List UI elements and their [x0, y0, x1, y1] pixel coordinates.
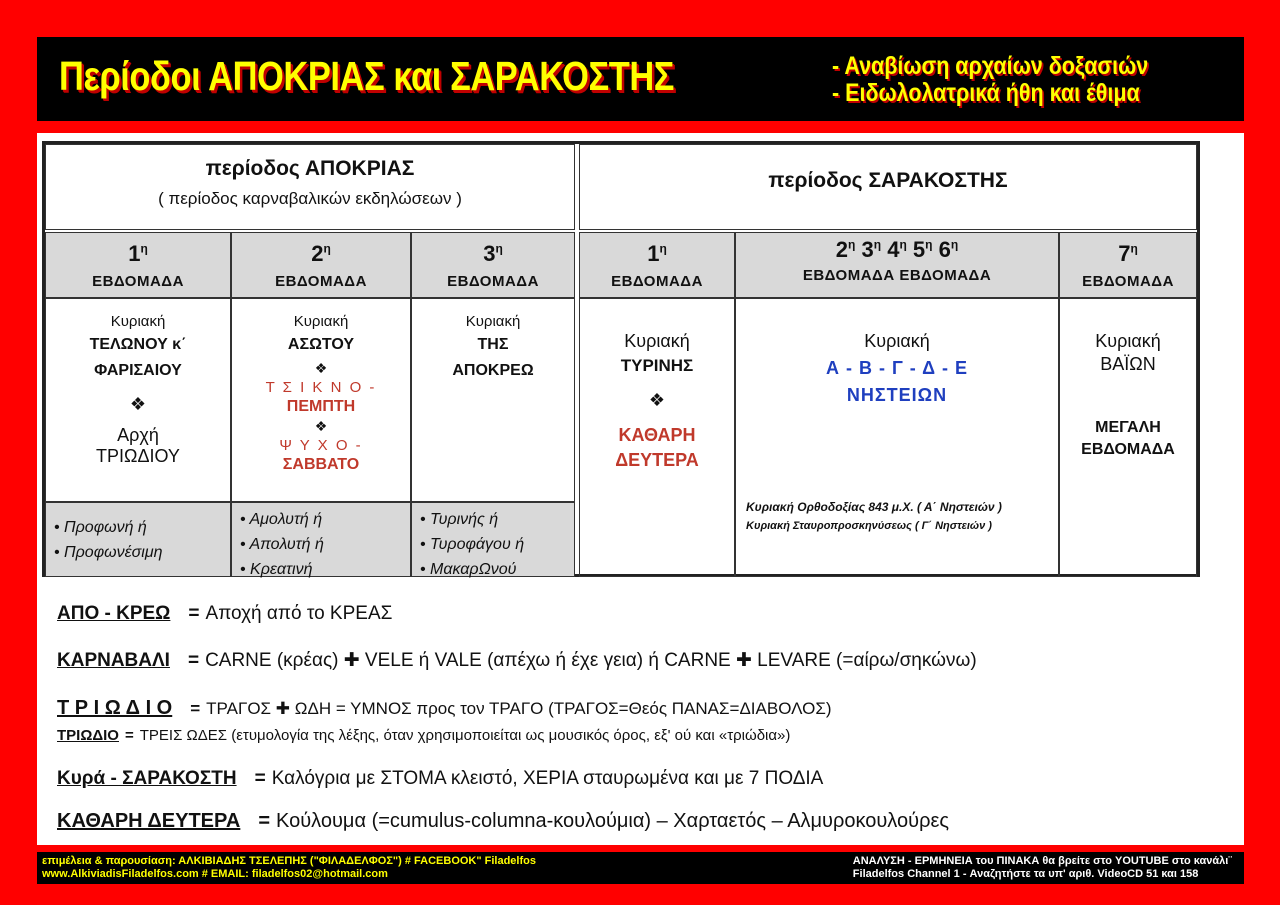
sarakosti-header	[579, 144, 1197, 230]
col5-body	[735, 298, 1059, 577]
col1-line4: ΤΡΙΩΔΙΟΥ	[96, 446, 180, 466]
week-sup: η	[950, 237, 959, 252]
apokria-title: περίοδος ΑΠΟΚΡΙΑΣ	[205, 157, 415, 180]
col4-line2: ΚΑΘΑΡΗ	[618, 425, 696, 445]
col6-line2: ΜΕΓΑΛΗ	[1095, 419, 1161, 436]
sarakosti-title: περίοδος ΣΑΡΑΚΟΣΤΗΣ	[768, 169, 1008, 192]
week-label: ΕΒΔΟΜΑΔΑ	[447, 273, 539, 290]
col4-body	[579, 298, 735, 577]
definition-text: Καλόγρια με ΣΤΟΜΑ κλειστό, ΧΕΡΙΑ σταυρωμένα και με 7 ΠΟΔΙΑ	[271, 768, 824, 789]
week-number: 3	[483, 241, 496, 266]
definition-text: Αποχή από το ΚΡΕΑΣ	[205, 603, 393, 624]
week-label-double: ΕΒΔΟΜΑΔΑ ΕΒΔΟΜΑΔΑ	[802, 267, 992, 284]
apokria-subtitle: ( περίοδος καρναβαλικών εκδηλώσεων )	[158, 189, 462, 208]
footer-website: www.AlkiviadisFiladelfos.com # EMAIL: filadelfos02@hotmail.com	[42, 868, 388, 880]
diamond-icon: ❖	[314, 418, 328, 434]
week-label: ΕΒΔΟΜΑΔΑ	[1082, 273, 1174, 290]
week-label: ΕΒΔΟΜΑΔΑ	[611, 273, 703, 290]
week-sup: η	[899, 237, 907, 252]
subtitle-line-1: - Αναβίωση αρχαίων δοξασιών	[832, 52, 1149, 80]
col3-name-1: • Τυρινής ή	[420, 511, 499, 528]
col4-line1: ΤΥΡΙΝΗΣ	[620, 356, 694, 375]
week-label: ΕΒΔΟΜΑΔΑ	[275, 273, 367, 290]
col1-body	[45, 298, 231, 502]
week-cell-s7	[1059, 232, 1197, 298]
col3-name-3: • ΜακαρΩνού	[420, 561, 517, 578]
col3-name-2: • Τυροφάγου ή	[420, 536, 525, 553]
week-number: 6	[938, 237, 951, 262]
definition-key: Κυρά - ΣΑΡΑΚΟΣΤΗ	[57, 768, 237, 789]
week-cell-s2to6	[735, 232, 1059, 298]
col1-name-1: • Προφωνή ή	[54, 519, 147, 536]
col2-line3: ΠΕΜΠΤΗ	[286, 398, 356, 415]
definition-text: CARNE (κρέας) ✚ VELE ή VALE (απέχω ή έχε γεια) ή CARNE ✚ LEVARE (=αίρω/σηκώνω)	[205, 650, 977, 671]
definition-triodio: ΤΡΙΩΔΙΟ = ΤΡΕΙΣ ΩΔΕΣ (ετυμολογία της λέξης, όταν χρησιμοποιείται ως μουσικός όρος, εξ' ού και «τριώδια»)	[57, 727, 791, 744]
footer-bar	[37, 852, 1244, 884]
title-bar	[37, 37, 1244, 121]
week-number: 1	[647, 241, 660, 266]
kyriaki-label: Κυριακή	[110, 313, 166, 330]
week-cell-a2	[231, 232, 411, 298]
subtitle-line-2: - Ειδωλολατρικά ήθη και έθιμα	[832, 79, 1140, 107]
week-cell-s1	[579, 232, 735, 298]
week-number: 1	[128, 241, 141, 266]
definition-text: ΤΡΕΙΣ ΩΔΕΣ (ετυμολογία της λέξης, όταν χρησιμοποιείται ως μουσικός όρος, εξ' ού και «τριώδια»)	[139, 727, 791, 744]
col2-names	[231, 502, 411, 577]
col3-body	[411, 298, 575, 502]
subtitle	[832, 53, 1148, 107]
col2-name-3: • Κρεατινή	[240, 561, 313, 578]
definition-key: ΤΡΙΩΔΙΟ	[57, 727, 119, 744]
week-sup: η	[873, 237, 882, 252]
week-sup: η	[1130, 241, 1138, 256]
kyriaki-label: Κυριακή	[624, 331, 690, 351]
col4-line3: ΔΕΥΤΕΡΑ	[615, 450, 699, 470]
col5-line1: Α - Β - Γ - Δ - Ε	[825, 358, 969, 378]
week-sup: η	[848, 237, 856, 252]
definition-kyra-sarakosti: Κυρά - ΣΑΡΑΚΟΣΤΗ = Καλόγρια με ΣΤΟΜΑ κλειστό, ΧΕΡΙΑ σταυρωμένα και με 7 ΠΟΔΙΑ	[57, 768, 824, 789]
col5-line2: ΝΗΣΤΕΙΩΝ	[846, 385, 948, 405]
week-number: 7	[1118, 241, 1131, 266]
col1-line3: Αρχή	[117, 425, 159, 445]
col6-line3: ΕΒΔΟΜΑΔΑ	[1081, 441, 1175, 458]
col6-body	[1059, 298, 1197, 577]
week-number: 2	[311, 241, 324, 266]
periods-table	[42, 141, 1200, 577]
col2-name-1: • Αμολυτή ή	[240, 511, 323, 528]
col1-line1: ΤΕΛΩΝΟΥ κ΄	[89, 336, 187, 353]
col1-name-2: • Προφωνέσιμη	[54, 544, 163, 561]
week-cell-a1	[45, 232, 231, 298]
col1-line2: ΦΑΡΙΣΑΙΟΥ	[94, 362, 182, 379]
week-number: 3	[861, 237, 874, 262]
week-number: 2	[835, 237, 849, 262]
footer-credits: επιμέλεια & παρουσίαση: ΑΛΚΙΒΙΑΔΗΣ ΤΣΕΛΕΠΗΣ ("ΦΙΛΑΔΕΛΦΟΣ") # FACEBOOK" Filadelfos	[42, 855, 536, 867]
col3-names	[411, 502, 575, 577]
week-cell-a3	[411, 232, 575, 298]
definition-key: ΑΠΟ - ΚΡΕΩ	[57, 603, 171, 624]
kyriaki-label: Κυριακή	[465, 313, 521, 330]
week-number: 5	[912, 237, 926, 262]
definition-key: ΚΑΡΝΑΒΑΛΙ	[57, 650, 170, 671]
definition-apokreo: ΑΠΟ - ΚΡΕΩ = Αποχή από το ΚΡΕΑΣ	[57, 603, 393, 624]
kyriaki-label: Κυριακή	[1095, 331, 1161, 351]
definition-key: ΚΑΘΑΡΗ ΔΕΥΤΕΡΑ	[57, 810, 241, 832]
main-title: Περίοδοι ΑΠΟΚΡΙΑΣ και ΣΑΡΑΚΟΣΤΗΣ	[59, 53, 675, 99]
col5-note-1: Κυριακή Ορθοδοξίας 843 μ.Χ. ( Α΄ Νηστειών )	[746, 500, 1002, 514]
col2-line2: Τ Σ Ι Κ Ν Ο -	[265, 379, 377, 396]
footer-youtube-note: ΑΝΑΛΥΣΗ - ΕΡΜΗΝΕΙΑ του ΠΙΝΑΚΑ θα βρείτε στο YOUTUBE στο κανάλι¨	[852, 855, 1232, 867]
content-panel	[37, 133, 1244, 845]
col2-name-2: • Απολυτή ή	[240, 536, 324, 553]
col3-line2: ΑΠΟΚΡΕΩ	[452, 362, 534, 379]
week-sup: η	[323, 241, 331, 256]
col2-line4: Ψ Υ Χ Ο -	[279, 437, 363, 454]
apokria-header	[45, 144, 575, 230]
definition-kathari-deftera: ΚΑΘΑΡΗ ΔΕΥΤΕΡΑ = Κούλουμα (=cumulus-columna-κουλούμια) – Χαρταετός – Αλμυροκουλούρες	[57, 810, 949, 832]
col2-body	[231, 298, 411, 502]
diamond-icon: ❖	[314, 360, 328, 376]
definition-text: ΤΡΑΓΟΣ ✚ ΩΔΗ = ΥΜΝΟΣ προς τον ΤΡΑΓΟ (ΤΡΑΓΟΣ=Θεός ΠΑΝΑΣ=ΔΙΑΒΟΛΟΣ)	[206, 699, 832, 718]
definition-triodio-spaced: Τ Ρ Ι Ω Δ Ι Ο = ΤΡΑΓΟΣ ✚ ΩΔΗ = ΥΜΝΟΣ προς τον ΤΡΑΓΟ (ΤΡΑΓΟΣ=Θεός ΠΑΝΑΣ=ΔΙΑΒΟΛΟΣ)	[57, 697, 832, 719]
definition-key: Τ Ρ Ι Ω Δ Ι Ο	[57, 697, 173, 719]
footer-channel-note: Filadelfos Channel 1 - Αναζητήστε τα υπ' αριθ. VideoCD 51 και 158	[852, 868, 1199, 880]
week-number: 4	[887, 237, 900, 262]
col6-line1: ΒΑΪΩΝ	[1100, 354, 1156, 374]
diamond-icon: ❖	[648, 390, 666, 410]
definition-karnavali: ΚΑΡΝΑΒΑΛΙ = CARNE (κρέας) ✚ VELE ή VALE (απέχω ή έχε γεια) ή CARNE ✚ LEVARE (=αίρω/σηκώνω)	[57, 650, 977, 671]
week-sup: η	[925, 237, 933, 252]
kyriaki-label: Κυριακή	[864, 331, 930, 351]
week-sup: η	[495, 241, 503, 256]
col2-line5: ΣΑΒΒΑΤΟ	[282, 456, 360, 473]
col2-line1: ΑΣΩΤΟΥ	[287, 336, 355, 353]
col3-line1: ΤΗΣ	[477, 336, 509, 353]
col1-names	[45, 502, 231, 577]
footer-right	[853, 855, 1232, 881]
diamond-icon: ❖	[129, 394, 147, 414]
definition-text: Κούλουμα (=cumulus-columna-κουλούμια) – Χαρταετός – Αλμυροκουλούρες	[276, 810, 949, 832]
week-label: ΕΒΔΟΜΑΔΑ	[92, 273, 184, 290]
week-sup: η	[659, 241, 667, 256]
kyriaki-label: Κυριακή	[293, 313, 349, 330]
col5-note-2: Κυριακή Σταυροπροσκηνύσεως ( Γ΄ Νηστειών )	[746, 520, 992, 532]
week-sup: η	[140, 241, 148, 256]
footer-left	[42, 855, 536, 881]
